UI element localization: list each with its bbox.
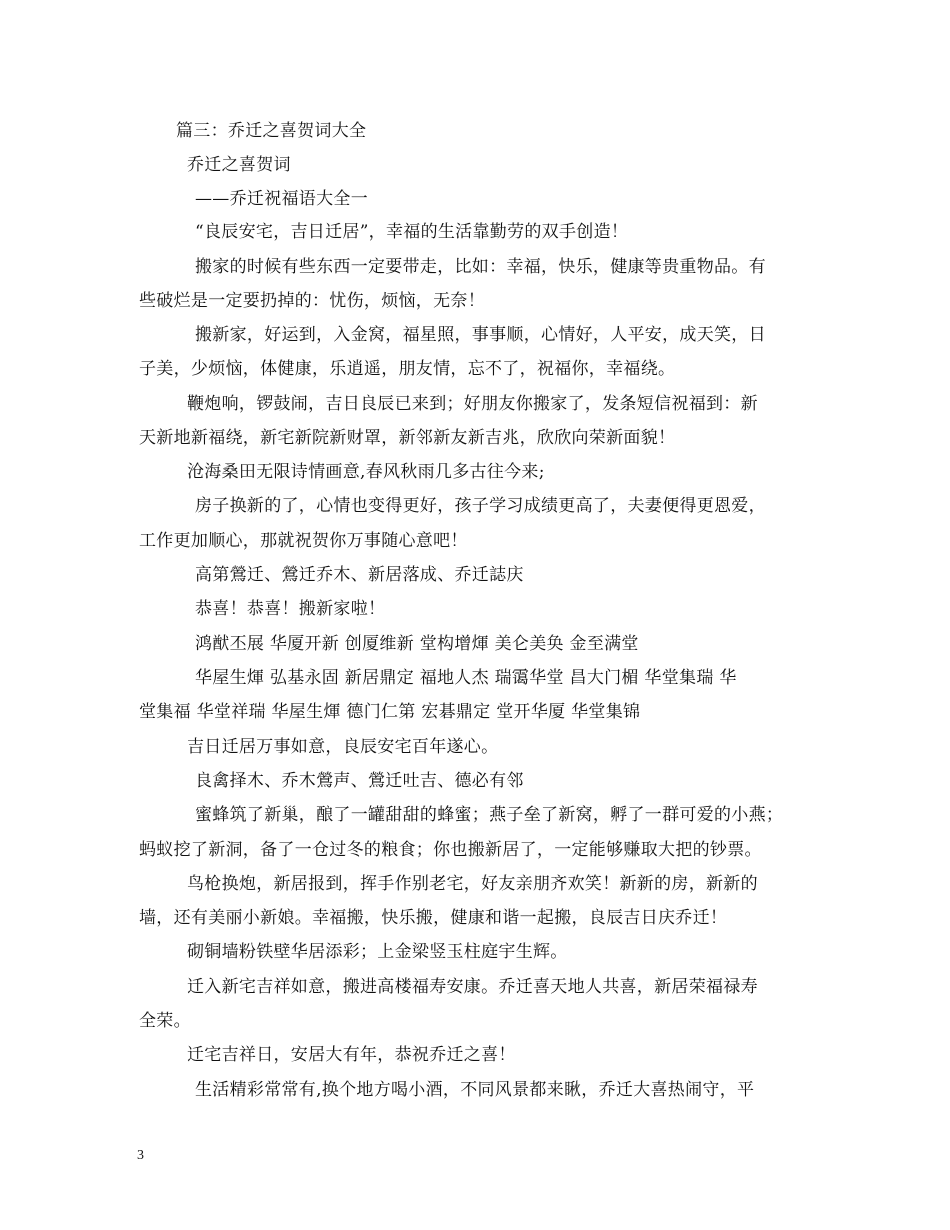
text-line: 高第鶯迁、鶯迁乔木、新居落成、乔迁誌庆 (195, 565, 524, 585)
text-line: 恭喜！恭喜！搬新家啦！ (195, 599, 386, 619)
text-line: 些破烂是一定要扔掉的：忧伤，烦恼，无奈！ (139, 291, 485, 311)
subtitle: 乔迁之喜贺词 (187, 155, 291, 175)
text-line: 全荣。 (139, 1011, 191, 1031)
subheading: ——乔迁祝福语大全一 (195, 189, 368, 209)
text-line: 鞭炮响，锣鼓闹，吉日良辰已来到；好朋友你搬家了，发条短信祝福到：新 (187, 394, 758, 414)
text-line: 墙，还有美丽小新娘。幸福搬，快乐搬，健康和谐一起搬，良辰吉日庆乔迁！ (139, 908, 728, 928)
section-title: 篇三：乔迁之喜贺词大全 (176, 121, 367, 141)
text-line: 沧海桑田无限诗情画意,春风秋雨几多古往今来; (187, 462, 545, 482)
text-line: 吉日迁居万事如意，良辰安宅百年遂心。 (187, 737, 499, 757)
text-line: 鸟枪换炮，新居报到，挥手作别老宅，好友亲朋齐欢笑！新新的房，新新的 (187, 874, 758, 894)
text-line: 工作更加顺心，那就祝贺你万事随心意吧！ (139, 531, 468, 551)
text-line: “良辰安宅，吉日迁居”，幸福的生活靠勤劳的双手创造！ (195, 222, 629, 242)
text-line: 迁宅吉祥日，安居大有年，恭祝乔迁之喜！ (187, 1045, 516, 1065)
text-line: 天新地新福绕，新宅新院新财罩，新邻新友新吉兆，欣欣向荣新面貌！ (139, 428, 676, 448)
text-line: 生活精彩常常有,换个地方喝小酒，不同风景都来瞅，乔迁大喜热闹守，平 (195, 1080, 755, 1100)
text-line: 迁入新宅吉祥如意，搬进高楼福寿安康。乔迁喜天地人共喜，新居荣福禄寿 (187, 977, 758, 997)
text-line: 蜜蜂筑了新巢，酿了一罐甜甜的蜂蜜；燕子垒了新窝，孵了一群可爱的小燕； (195, 805, 784, 825)
text-line: 搬家的时候有些东西一定要带走，比如：幸福，快乐，健康等贵重物品。有 (195, 257, 766, 277)
text-line: 华屋生煇 弘基永固 新居鼎定 福地人杰 瑞霭华堂 昌大门楣 华堂集瑞 华 (195, 668, 737, 688)
text-line: 搬新家，好运到，入金窝，福星照，事事顺，心情好，人平安，成天笑，日 (195, 325, 766, 345)
page-number: 3 (137, 1148, 144, 1163)
text-line: 砌铜墙粉铁壁华居添彩；上金梁竖玉柱庭宇生辉。 (187, 942, 568, 962)
text-line: 良禽择木、乔木鶯声、鶯迁吐吉、德必有邻 (195, 771, 524, 791)
text-line: 房子换新的了，心情也变得更好，孩子学习成绩更高了，夫妻便得更恩爱， (195, 496, 766, 516)
text-line: 子美，少烦恼，体健康，乐逍遥，朋友情，忘不了，祝福你，幸福绕。 (139, 359, 676, 379)
text-line: 蚂蚁挖了新洞，备了一仓过冬的粮食；你也搬新居了，一定能够赚取大把的钞票。 (139, 840, 762, 860)
text-line: 堂集福 华堂祥瑞 华屋生煇 德门仁第 宏碁鼎定 堂开华厦 华堂集锦 (139, 702, 641, 722)
text-line: 鸿猷丕展 华厦开新 创厦维新 堂构增煇 美仑美奂 金至满堂 (195, 634, 639, 654)
